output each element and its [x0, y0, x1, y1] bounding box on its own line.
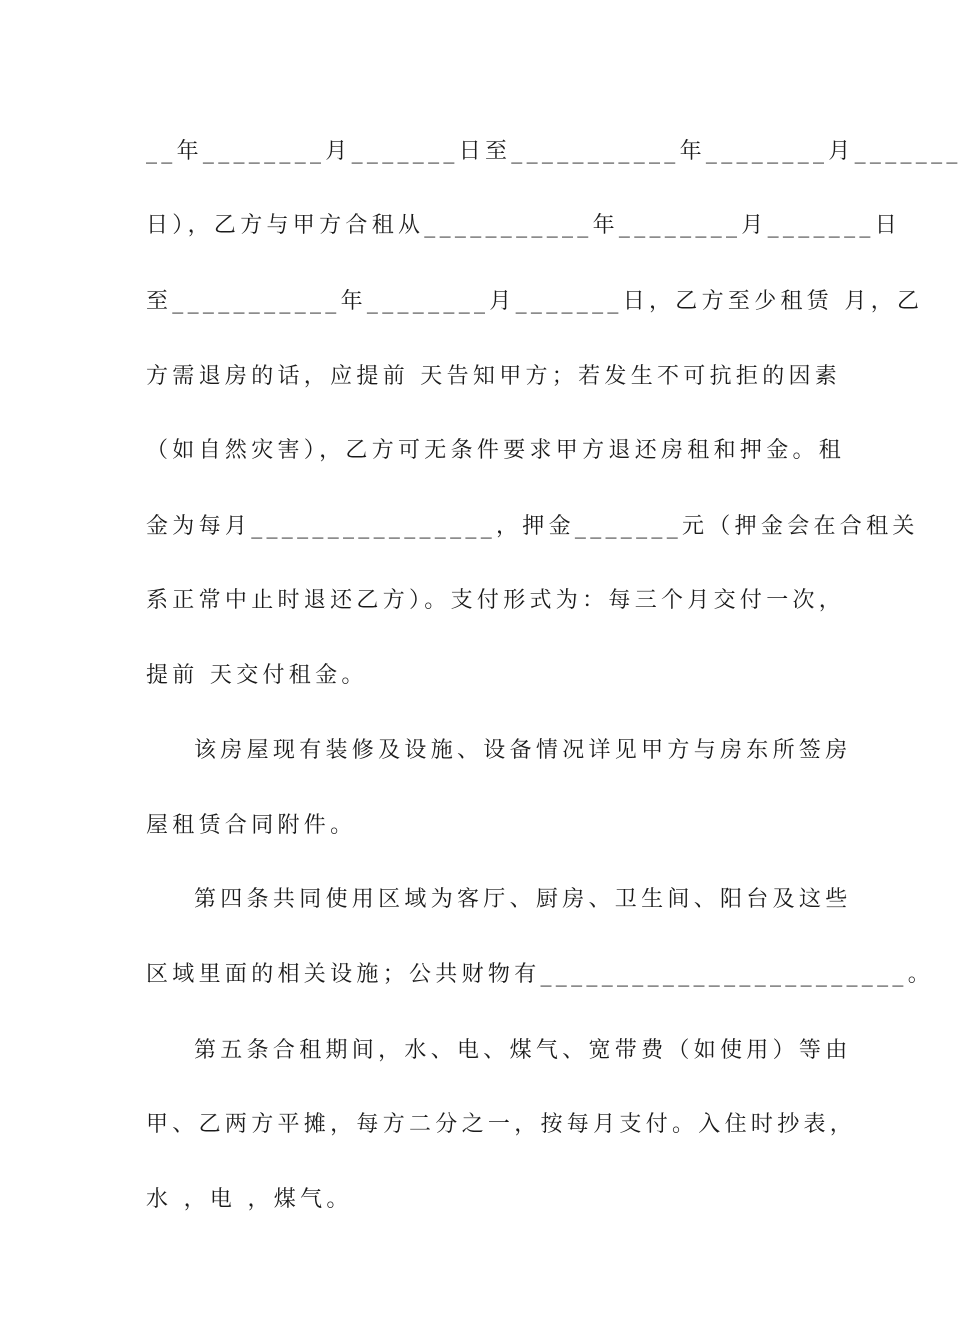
text-line: 方需退房的话，应提前 天告知甲方；若发生不可抗拒的因素 [146, 364, 842, 389]
text-line: 水 ，电 ，煤气。 [146, 1187, 353, 1212]
paragraph-first-line: 该房屋现有装修及设施、设备情况详见甲方与房东所签房 [194, 738, 852, 763]
text-line: 系正常中止时退还乙方）。支付形式为：每三个月交付一次， [146, 588, 846, 613]
paragraph-first-line: 第五条合租期间，水、电、煤气、宽带费（如使用）等由 [194, 1038, 852, 1063]
text-line: 区域里面的相关设施；公共财物有________________________。 [146, 962, 935, 987]
text-line: 至___________年________月_______日，乙方至少租赁 月，乙 [146, 289, 924, 314]
paragraph-first-line: 第四条共同使用区域为客厅、厨房、卫生间、阳台及这些 [194, 887, 852, 912]
text-line: 提前 天交付租金。 [146, 663, 368, 688]
text-line: （如自然灾害），乙方可无条件要求甲方退还房租和押金。租 [146, 438, 846, 463]
text-line: 金为每月________________，押金_______元（押金会在合租关 [146, 514, 919, 539]
text-line: __年________月_______日至___________年________月_______ [146, 139, 962, 164]
text-line: 甲、乙两方平摊，每方二分之一，按每月支付。入住时抄表， [146, 1112, 857, 1137]
text-line: 屋租赁合同附件。 [146, 813, 357, 838]
text-line: 日），乙方与甲方合租从___________年________月_______日 [146, 213, 902, 238]
